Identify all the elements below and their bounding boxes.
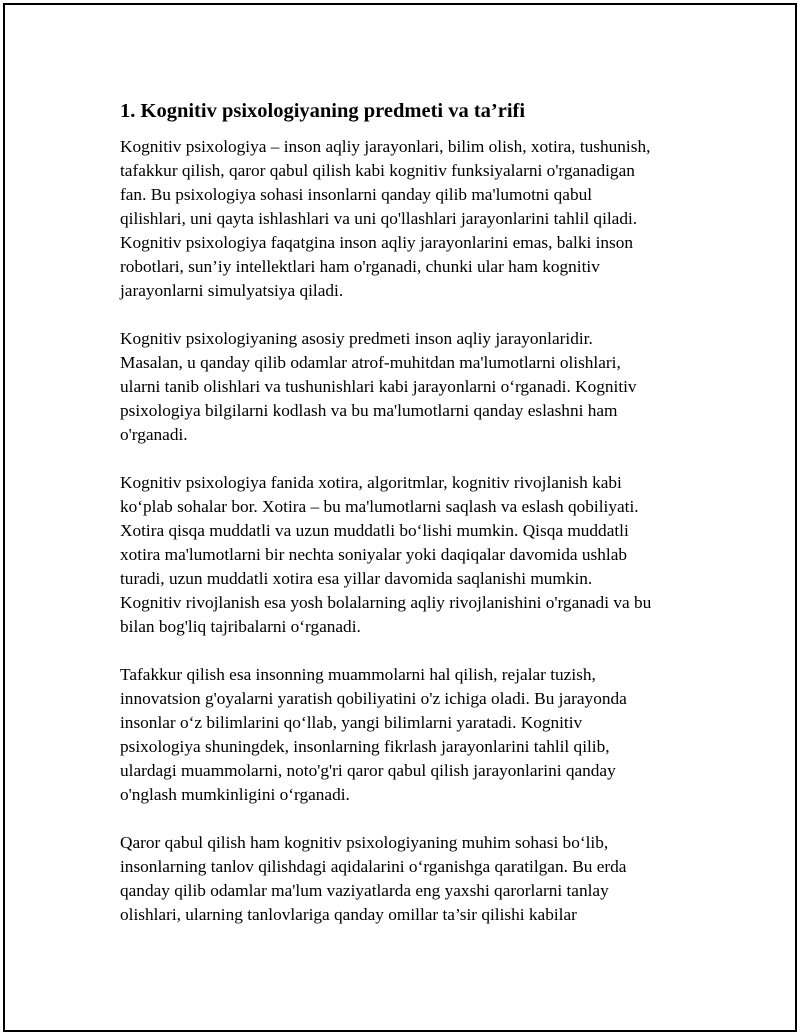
paragraph-subject: Kognitiv psixologiyaning asosiy predmeti inson aqliy jarayonlaridir. Masalan, u qanday qilib odamlar atrof-muhitdan ma'lumotlarni olishlari, ularni tanib olishlari va tushunishlari kabi jarayonlarni o‘rganadi. Kognitiv psixologiya bilgilarni kodlash va bu ma'lumotlarni qanday eslashni ham o'rganadi.	[120, 329, 637, 444]
paragraph-thinking: Tafakkur qilish esa insonning muammolarni hal qilish, rejalar tuzish, innovatsion g'oyalarni yaratish qobiliyatini o'z ichiga oladi. Bu jarayonda insonlar o‘z bilimlarini qo‘llab, yangi bilimlarni yaratadi. Kognitiv psixologiya shuningdek, insonlarning fikrlash jarayonlarini tahlil qilib, ulardagi muammolarni, noto'g'ri qaror qabul qilish jarayonlarini qanday o'nglash mumkinligini o‘rganadi.	[120, 665, 627, 804]
paragraph-memory: Kognitiv psixologiya fanida xotira, algoritmlar, kognitiv rivojlanish kabi ko‘plab sohalar bor. Xotira – bu ma'lumotlarni saqlash va eslash qobiliyati. Xotira qisqa muddatli va uzun muddatli bo‘lishi mumkin. Qisqa muddatli xotira ma'lumotlarni bir nechta soniyalar yoki daqiqalar davomida ushlab turadi, uzun muddatli xotira esa yillar davomida saqlanishi mumkin. Kognitiv rivojlanish esa yosh bolalarning aqliy rivojlanishini o'rganadi va bu bilan bog'liq tajribalarni o‘rganadi.	[120, 473, 652, 636]
paragraph-decision-making: Qaror qabul qilish ham kognitiv psixologiyaning muhim sohasi bo‘lib, insonlarning tanlov qilishdagi aqidalarini o‘rganishga qaratilgan. Bu erda qanday qilib odamlar ma'lum vaziyatlarda eng yaxshi qarorlarni tanlay olishlari, ularning tanlovlariga qanday omillar ta’sir qilishi kabilar	[120, 833, 627, 924]
page-content	[120, 97, 700, 951]
section-heading: 1. Kognitiv psixologiyaning predmeti va ta’rifi	[120, 100, 526, 122]
paragraph-definition: Kognitiv psixologiya – inson aqliy jarayonlari, bilim olish, xotira, tushunish, tafakkur qilish, qaror qabul qilish kabi kognitiv funksiyalarni o'rganadigan fan. Bu psixologiya sohasi insonlarni qanday qilib ma'lumotni qabul qilishlari, uni qayta ishlashlari va uni qo'llashlari jarayonlarini tahlil qiladi. Kognitiv psixologiya faqatgina inson aqliy jarayonlarini emas, balki inson robotlari, sun’iy intellektlari ham o'rganadi, chunki ular ham kognitiv jarayonlarni simulyatsiya qiladi.	[120, 137, 651, 300]
document-page	[3, 3, 797, 1032]
